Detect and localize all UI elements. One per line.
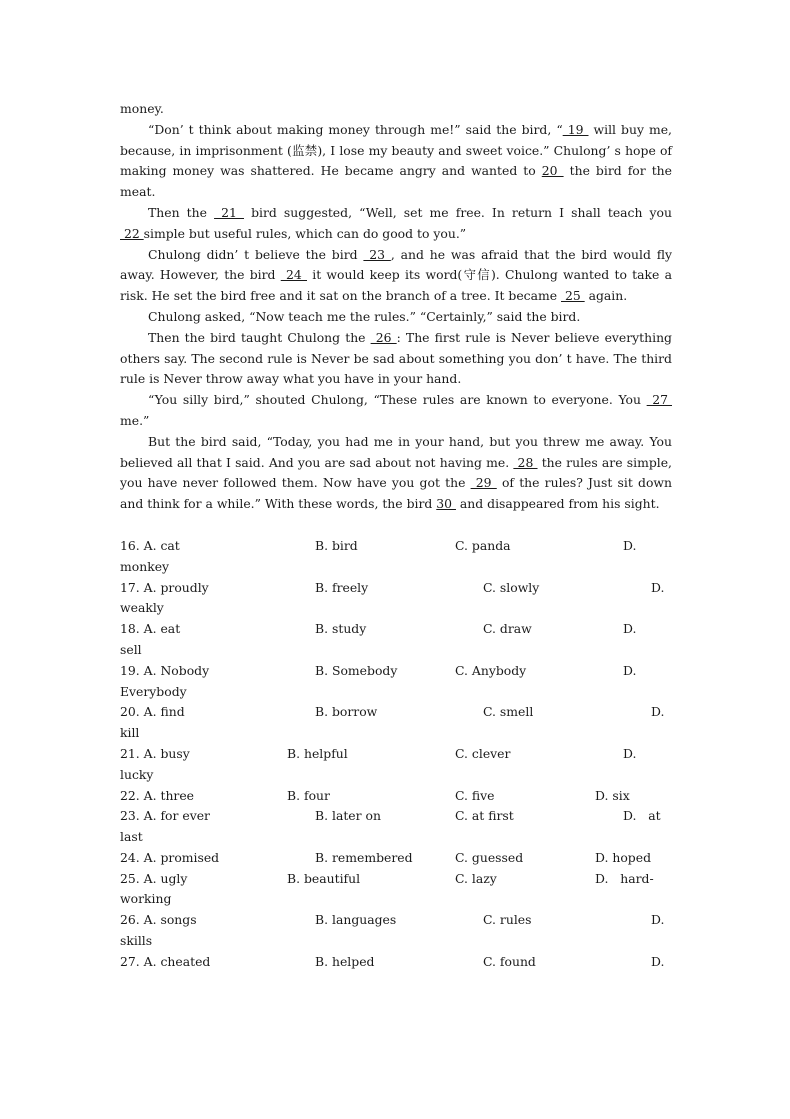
option-d-continued: monkey — [120, 558, 170, 574]
option-c: C. at first — [455, 808, 514, 824]
option-b: B. four — [287, 787, 330, 803]
passage-paragraph — [120, 390, 672, 432]
option-b: B. languages — [315, 912, 397, 928]
option-c: C. draw — [483, 621, 532, 637]
option-d: D. hard- — [595, 870, 654, 886]
option-row — [120, 952, 672, 973]
blank-19: 19 — [562, 121, 589, 137]
text: Then the — [148, 204, 215, 220]
option-d: D. — [623, 662, 637, 678]
text: , and he was afraid that the bird would fly away. However, the bird — [120, 246, 672, 283]
text: me.” — [120, 412, 150, 428]
text: money. — [120, 101, 164, 116]
blank-20: 20 — [541, 163, 564, 179]
option-a: 23. A. for ever — [120, 808, 210, 824]
text: will buy me, because, in imprisonment (监禁), I lose my beauty and sweet voice.” Chulong’ s hope of making money was shattered. He became angry and wanted to — [120, 121, 672, 179]
passage-paragraph — [120, 432, 672, 515]
option-d-continued: lucky — [120, 766, 154, 782]
blank-22: 22 — [120, 225, 144, 241]
option-c: C. lazy — [455, 870, 497, 886]
option-a: 21. A. busy — [120, 745, 190, 761]
blank-29: 29 — [470, 475, 497, 491]
option-b: B. Somebody — [315, 662, 398, 678]
option-a: 16. A. cat — [120, 537, 180, 553]
option-row — [120, 848, 672, 869]
option-a: 22. A. three — [120, 787, 195, 803]
option-row — [120, 578, 672, 620]
option-b: B. later on — [315, 808, 381, 824]
passage-paragraph — [120, 307, 672, 328]
option-row — [120, 786, 672, 807]
option-b: B. helpful — [287, 745, 348, 761]
option-d: D. — [651, 579, 665, 595]
option-d: D. — [651, 912, 665, 928]
blank-25: 25 — [561, 288, 585, 304]
blank-26: 26 — [370, 329, 397, 345]
option-c: C. clever — [455, 745, 511, 761]
option-d: D. — [623, 621, 637, 637]
option-b: B. bird — [315, 537, 358, 553]
option-d-continued: weakly — [120, 600, 164, 616]
option-row — [120, 536, 672, 578]
text: : The first rule is Never believe everything others say. The second rule is Never be sad about something you don’ t have. The third rule is Never throw away what you have in your hand. — [120, 329, 672, 387]
passage-line — [120, 99, 672, 120]
document-page — [120, 99, 672, 973]
text: it would keep its word(守信). Chulong wanted to take a risk. He set the bird free and it sat on the branch of a tree. It became — [120, 267, 672, 304]
answer-options — [120, 536, 672, 973]
option-b: B. remembered — [315, 849, 413, 865]
text: bird suggested, “Well, set me free. In return I shall teach you — [244, 204, 672, 220]
option-c: C. smell — [483, 704, 534, 720]
option-d-continued: sell — [120, 641, 142, 657]
option-d-continued: working — [120, 891, 172, 907]
text: Then the bird taught Chulong the — [148, 329, 371, 345]
text: again. — [584, 288, 628, 304]
passage-paragraph — [120, 120, 672, 203]
option-c: C. slowly — [483, 579, 540, 595]
text: of the rules? Just sit down and think for a while.” With these words, the bird — [120, 475, 673, 512]
option-c: C. guessed — [455, 849, 524, 865]
option-row — [120, 619, 672, 661]
text: the rules are simple, you have never followed them. Now have you got the — [120, 454, 672, 491]
option-a: 25. A. ugly — [120, 870, 188, 886]
blank-21: 21 — [214, 204, 244, 220]
option-b: B. freely — [315, 579, 369, 595]
passage-paragraph — [120, 245, 672, 307]
option-row — [120, 661, 672, 703]
option-row — [120, 806, 672, 848]
option-d: D. — [623, 745, 637, 761]
option-d: D. hoped — [595, 849, 652, 865]
blank-27: 27 — [646, 392, 672, 408]
option-d-continued: Everybody — [120, 683, 187, 699]
option-d: D. — [651, 704, 665, 720]
option-b: B. study — [315, 621, 367, 637]
option-d-continued: last — [120, 829, 143, 845]
text: “You silly bird,” shouted Chulong, “These rules are known to everyone. You — [148, 392, 647, 408]
passage-paragraph — [120, 203, 672, 245]
option-c: C. found — [483, 953, 536, 969]
text: But the bird said, “Today, you had me in your hand, but you threw me away. You believed all that I said. And you are sad about not having me. — [120, 433, 672, 470]
option-c: C. panda — [455, 537, 511, 553]
option-a: 17. A. proudly — [120, 579, 209, 595]
text: simple but useful rules, which can do good to you.” — [143, 225, 467, 241]
blank-30: 30 — [436, 496, 456, 512]
option-a: 26. A. songs — [120, 912, 197, 928]
option-b: B. borrow — [315, 704, 378, 720]
option-a: 20. A. find — [120, 704, 185, 720]
blank-24: 24 — [280, 267, 307, 283]
option-d-continued: skills — [120, 933, 153, 949]
option-b: B. beautiful — [287, 870, 361, 886]
text: Chulong asked, “Now teach me the rules.” “Certainly,” said the bird. — [148, 308, 581, 324]
option-d: D. six — [595, 787, 630, 803]
text: and disappeared from his sight. — [455, 496, 660, 512]
reading-passage — [120, 99, 672, 515]
option-row — [120, 869, 672, 911]
text: Chulong didn’ t believe the bird — [148, 246, 364, 262]
option-d-continued: kill — [120, 725, 140, 741]
option-c: C. rules — [483, 912, 532, 928]
option-row — [120, 702, 672, 744]
blank-23: 23 — [363, 246, 391, 262]
text: the bird for the meat. — [120, 163, 672, 200]
option-a: 18. A. eat — [120, 621, 181, 637]
option-d: D. — [651, 953, 665, 969]
option-c: C. Anybody — [455, 662, 527, 678]
passage-paragraph — [120, 328, 672, 390]
option-c: C. five — [455, 787, 495, 803]
blank-28: 28 — [513, 454, 538, 470]
option-d: D. — [623, 537, 637, 553]
option-a: 27. A. cheated — [120, 953, 211, 969]
option-row — [120, 910, 672, 952]
option-row — [120, 744, 672, 786]
option-a: 24. A. promised — [120, 849, 220, 865]
option-b: B. helped — [315, 953, 375, 969]
option-a: 19. A. Nobody — [120, 662, 210, 678]
option-d: D. at — [623, 808, 661, 824]
text: “Don’ t think about making money through me!” said the bird, “ — [148, 121, 563, 137]
